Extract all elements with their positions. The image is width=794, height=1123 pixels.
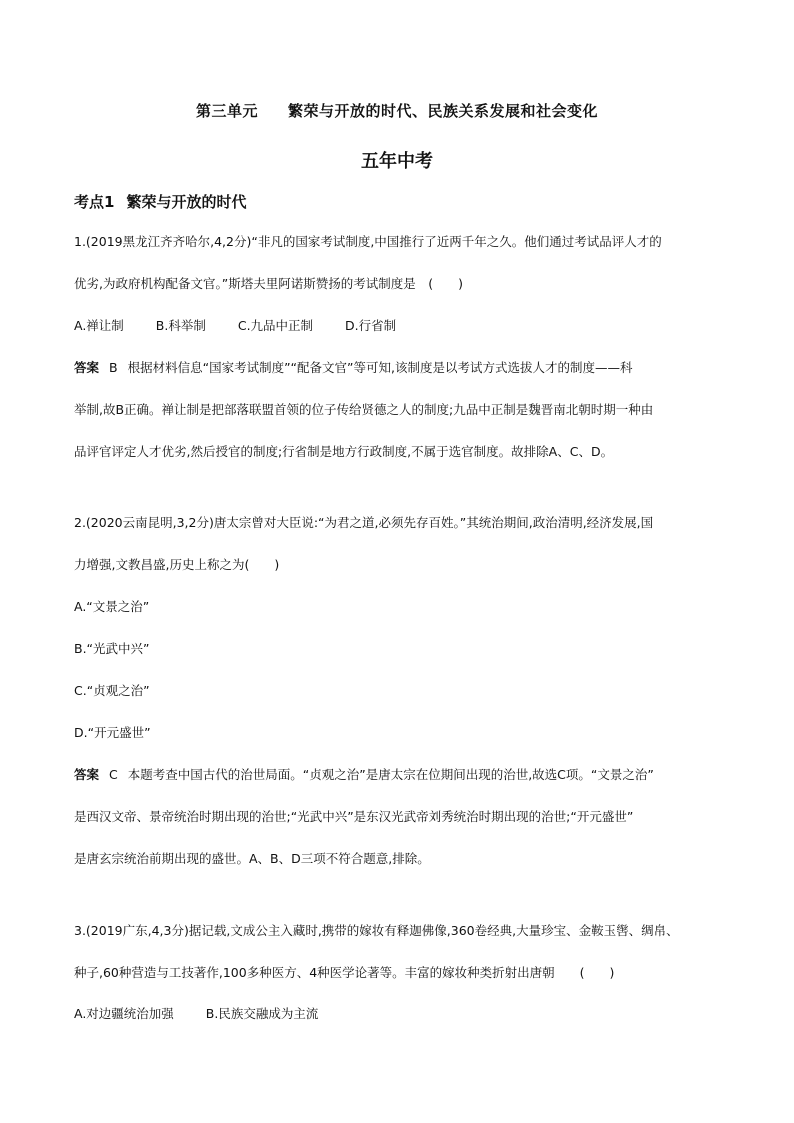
- q3-stem-line-1: 3.(2019广东,4,3分)据记载,文成公主入藏时,携带的嫁妆有释迦佛像,360卷经典,大量珍宝、金鞍玉辔、绸帛、: [74, 923, 679, 938]
- q1-stem-line-2: 优劣,为政府机构配备文官。”斯塔夫里阿诺斯赞扬的考试制度是 ( ): [74, 276, 463, 291]
- q2-explanation-2: 是西汉文帝、景帝统治时期出现的治世;“光武中兴”是东汉光武帝刘秀统治时期出现的治世;“开元盛世”: [74, 809, 634, 824]
- section-heading: [74, 191, 246, 212]
- q2-explanation-3: 是唐玄宗统治前期出现的盛世。A、B、D三项不符合题意,排除。: [74, 851, 430, 866]
- q1-option-d: D.行省制: [345, 318, 397, 333]
- page-subtitle: 五年中考: [361, 151, 433, 172]
- q2-answer-line-1: [74, 766, 654, 784]
- q2-explanation-1: 本题考查中国古代的治世局面。“贞观之治”是唐太宗在位期间出现的治世,故选C项。“文景之治”: [127, 767, 654, 782]
- unit-label: 第三单元: [195, 102, 258, 120]
- page-title: [0, 100, 794, 121]
- q1-option-c: C.九品中正制: [237, 318, 314, 333]
- q3-stem-line-2: 种子,60种营造与工技著作,100多种医方、4种医学论著等。丰富的嫁妆种类折射出唐朝 ( ): [74, 965, 615, 980]
- q1-options: [74, 317, 396, 335]
- q3-option-b: B.民族交融成为主流: [205, 1006, 319, 1021]
- q2-stem-line-2: 力增强,文教昌盛,历史上称之为( ): [74, 557, 280, 572]
- q1-explanation-1: 根据材料信息“国家考试制度”“配备文官”等可知,该制度是以考试方式选拔人才的制度——科: [127, 360, 633, 375]
- q2-answer-letter: C: [109, 767, 118, 782]
- q2-answer-label: 答案: [74, 767, 100, 782]
- q3-options: [74, 1005, 318, 1023]
- q1-explanation-3: 品评官评定人才优劣,然后授官的制度;行省制是地方行政制度,不属于选官制度。故排除A、C、D。: [74, 444, 614, 459]
- q2-option-c: C.“贞观之治”: [74, 683, 150, 698]
- q1-answer-label: 答案: [74, 360, 100, 375]
- q1-answer-letter: B: [109, 360, 118, 375]
- q1-explanation-2: 举制,故B正确。禅让制是把部落联盟首领的位子传给贤德之人的制度;九品中正制是魏晋南北朝时期一种由: [74, 402, 654, 417]
- q1-option-b: B.科举制: [155, 318, 206, 333]
- q2-option-d: D.“开元盛世”: [74, 725, 151, 740]
- section-title: 繁荣与开放的时代: [126, 193, 247, 211]
- unit-title: 繁荣与开放的时代、民族关系发展和社会变化: [288, 102, 599, 120]
- q2-option-b: B.“光武中兴”: [74, 641, 150, 656]
- section-label: 考点1: [74, 193, 115, 211]
- q1-answer-line-1: [74, 359, 632, 377]
- q2-option-a: A.“文景之治”: [74, 599, 150, 614]
- q3-option-a: A.对边疆统治加强: [74, 1006, 174, 1021]
- q1-stem-line-1: 1.(2019黑龙江齐齐哈尔,4,2分)“非凡的国家考试制度,中国推行了近两千年之久。他们通过考试品评人才的: [74, 234, 662, 249]
- q1-option-a: A.禅让制: [74, 318, 124, 333]
- q2-stem-line-1: 2.(2020云南昆明,3,2分)唐太宗曾对大臣说:“为君之道,必须先存百姓。”其统治期间,政治清明,经济发展,国: [74, 515, 654, 530]
